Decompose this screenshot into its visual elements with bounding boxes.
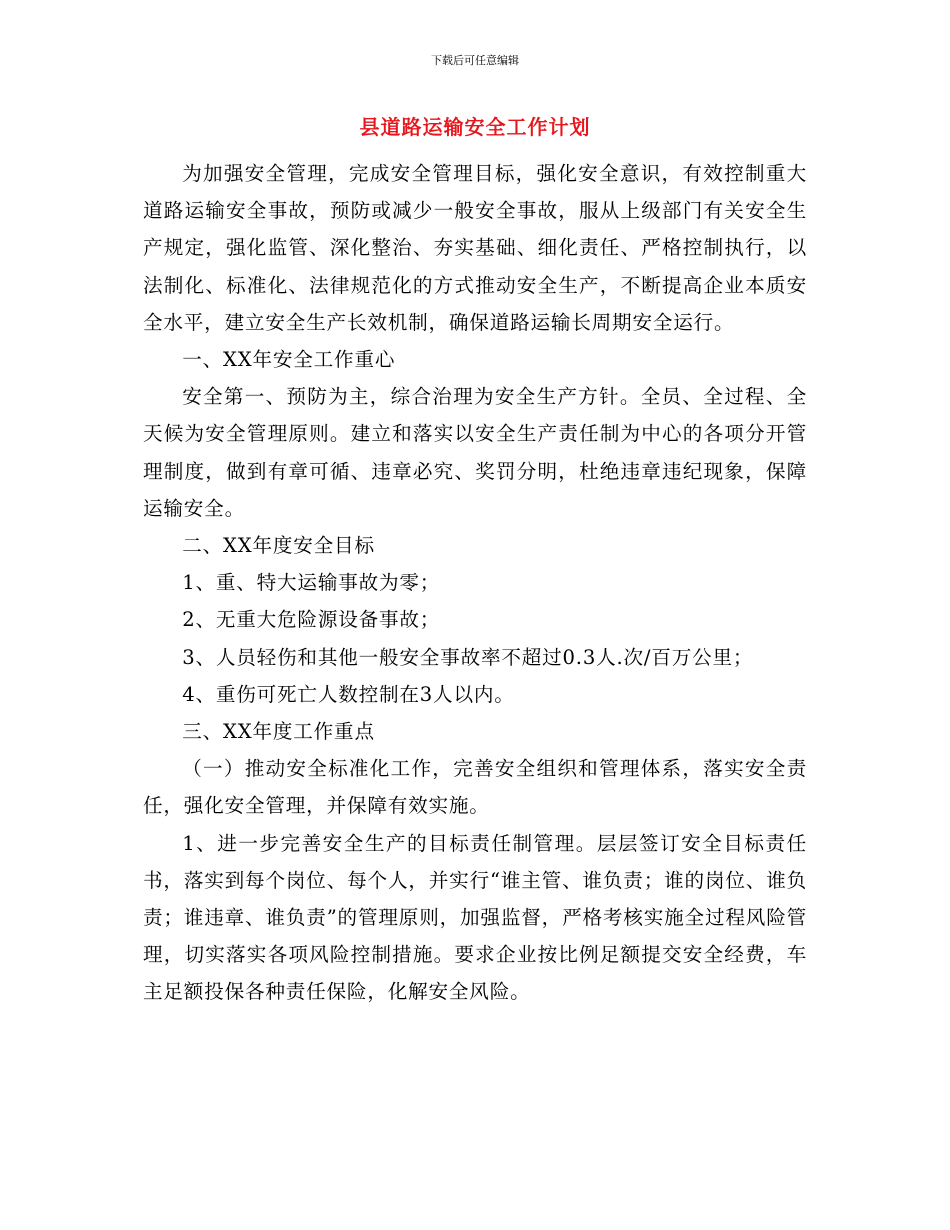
section-paragraph-1: 安全第一、预防为主，综合治理为安全生产方针。全员、全过程、全天候为安全管理原则。建立和落实以安全生产责任制为中心的各项分开管理制度，做到有章可循、违章必究、奖罚分明，杜绝违章违纪现象，保障运输安全。 [143,385,807,520]
target-item-4: 4、重伤可死亡人数控制在3人以内。 [182,682,515,706]
target-item-2: 2、无重大危险源设备事故； [182,608,441,632]
document-body [143,155,807,1011]
document-title: 县道路运输安全工作计划 [359,115,591,139]
subsection-paragraph-1: （一）推动安全标准化工作，完善安全组织和管理体系，落实安全责任，强化安全管理，并保障有效实施。 [143,757,807,818]
header-note: 下载后可任意编辑 [431,54,519,67]
target-item-1: 1、重、特大运输事故为零； [182,571,441,595]
section-heading-3: 三、XX年度工作重点 [182,720,375,744]
section-heading-1: 一、XX年安全工作重心 [182,348,396,372]
intro-paragraph: 为加强安全管理，完成安全管理目标，强化安全意识，有效控制重大道路运输安全事故，预防或减少一般安全事故，服从上级部门有关安全生产规定，强化监管、深化整治、夯实基础、细化责任、严格控制执行，以法制化、标准化、法律规范化的方式推动安全生产，不断提高企业本质安全水平，建立安全生产长效机制，确保道路运输长周期安全运行。 [143,162,807,334]
work-item-1: 1、进一步完善安全生产的目标责任制管理。层层签订安全目标责任书，落实到每个岗位、每个人，并实行“谁主管、谁负责；谁的岗位、谁负责；谁违章、谁负责”的管理原则，加强监督，严格考核实施全过程风险管理，切实落实各项风险控制措施。要求企业按比例足额提交安全经费，车主足额投保各种责任保险，化解安全风险。 [143,831,807,1004]
section-heading-2: 二、XX年度安全目标 [182,534,375,558]
target-item-3: 3、人员轻伤和其他一般安全事故率不超过0.3人.次/百万公里； [182,645,754,669]
